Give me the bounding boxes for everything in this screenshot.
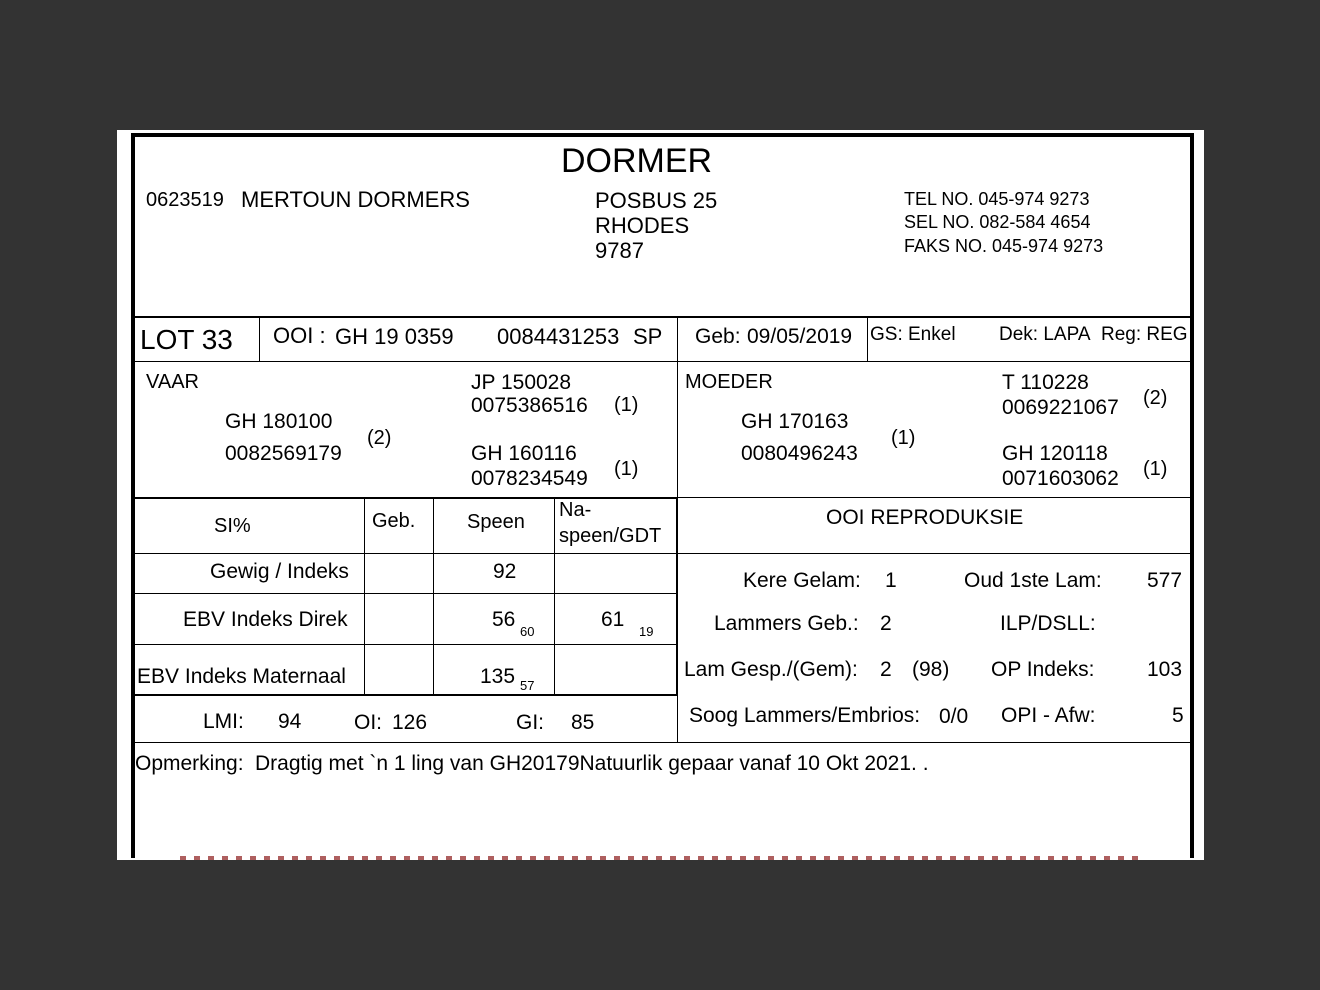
sel-number: SEL NO. 082-584 4654 [904,212,1091,232]
geb-date: 09/05/2019 [747,325,853,348]
vaar-sire-id: JP 150028 [471,371,572,394]
vaar-number: 0082569179 [225,442,342,465]
gi-label: GI: [516,711,545,734]
si-row-direk-speen: 56 [492,608,516,631]
si-table-bottom-rule [133,694,678,696]
soog-value: 0/0 [939,705,969,728]
reg-value: Reg: REG [1101,324,1188,345]
ooi-number: 0084431253 [497,324,620,349]
address-line-3: 9787 [595,238,644,263]
si-header-naspeen-2: speen/GDT [559,525,662,547]
vaar-dam-number: 0078234549 [471,467,588,490]
address-line-1: POSBUS 25 [595,188,718,213]
moeder-number: 0080496243 [741,442,858,465]
pedigree-divider [677,362,678,498]
kere-label: Kere Gelam: [743,569,861,592]
ooi-id: GH 19 0359 [335,324,454,349]
si-row-maternaal-speen-sub: 57 [520,678,535,693]
oud-value: 577 [1147,569,1183,592]
oi-value: 126 [392,711,428,734]
oud-label: Oud 1ste Lam: [964,569,1102,592]
moeder-dam-count: (1) [1143,458,1168,480]
moeder-dam-number: 0071603062 [1002,467,1119,490]
op-label: OP Indeks: [991,658,1095,681]
gs-value: GS: Enkel [870,324,956,345]
lam-label: Lam Gesp./(Gem): [684,658,858,681]
si-header-speen: Speen [467,511,525,533]
moeder-sire-count: (2) [1143,387,1168,409]
si-col-divider-2 [433,498,434,695]
vaar-sire-number: 0075386516 [471,394,588,417]
breeder-name: MERTOUN DORMERS [241,187,470,212]
moeder-sire-number: 0069221067 [1002,396,1119,419]
moeder-sire-id: T 110228 [1002,371,1089,394]
si-row-gewig-speen: 92 [493,560,517,583]
si-header-naspeen-1: Na- [559,499,592,521]
moeder-id: GH 170163 [741,410,849,433]
vaar-sire-count: (1) [614,394,639,416]
geb-label: Geb: [695,325,741,348]
si-row-maternaal-speen: 135 [480,665,516,688]
cut-off-text-strip [180,856,1140,860]
si-row-direk-label: EBV Indeks Direk [183,608,348,631]
indices-bottom-rule [133,742,1193,743]
moeder-label: MOEDER [685,371,773,393]
breeder-number: 0623519 [146,189,224,211]
remark-label: Opmerking: [135,752,244,775]
lot-row-bottom-rule [133,361,1193,362]
address-line-2: RHODES [595,213,690,238]
faks-number: FAKS NO. 045-974 9273 [904,236,1104,256]
ooi-label: OOI : [273,323,326,348]
indices-divider [677,696,678,743]
lot-number: LOT 33 [140,324,233,355]
lam-value: 2 [880,658,892,681]
lot-divider-1 [259,316,260,362]
dek-value: Dek: LAPA [999,324,1091,345]
lot-row-top-rule [133,316,1193,318]
si-header-geb: Geb. [372,510,416,532]
lammers-value: 2 [880,612,892,635]
vaar-count: (2) [367,427,392,449]
si-row-direk-speen-sub: 60 [520,624,535,639]
remark-text: Dragtig met `n 1 ling van GH20179Natuurlik gepaar vanaf 10 Okt 2021. . [255,752,929,775]
soog-label: Soog Lammers/Embrios: [689,704,921,727]
kere-value: 1 [885,569,897,592]
si-row-maternaal-label: EBV Indeks Maternaal [137,665,346,688]
gi-value: 85 [571,711,595,734]
ilp-label: ILP/DSLL: [1000,612,1096,635]
lmi-value: 94 [278,710,302,733]
moeder-dam-id: GH 120118 [1002,442,1108,465]
lam-gem: (98) [912,658,950,681]
lot-divider-3 [867,316,868,362]
si-table-top-rule [133,497,678,499]
moeder-count: (1) [891,427,916,449]
si-col-divider-3 [554,498,555,695]
si-table-right-border [676,497,678,696]
si-col-divider-1 [364,498,365,695]
ooi-sp: SP [633,324,663,349]
vaar-dam-id: GH 160116 [471,442,577,465]
si-row-direk-naspeen-sub: 19 [639,624,654,639]
lot-divider-2 [677,316,678,362]
si-row2-rule [133,644,677,645]
opi-label: OPI - Afw: [1001,704,1096,727]
op-value: 103 [1147,658,1183,681]
si-row1-rule [133,593,677,594]
vaar-dam-count: (1) [614,458,639,480]
si-row-direk-naspeen: 61 [601,608,625,631]
repro-top-rule [678,497,1193,498]
opi-value: 5 [1172,704,1184,727]
breed-title: DORMER [561,142,713,180]
si-row-gewig-label: Gewig / Indeks [210,560,349,583]
tel-number: TEL NO. 045-974 9273 [904,189,1090,209]
oi-label: OI: [354,711,383,734]
lammers-label: Lammers Geb.: [714,612,859,635]
vaar-label: VAAR [146,371,199,393]
vaar-id: GH 180100 [225,410,333,433]
repro-title: OOI REPRODUKSIE [826,506,1024,529]
si-header-si: SI% [214,515,251,537]
lmi-label: LMI: [203,710,244,733]
si-header-rule [133,553,1193,554]
